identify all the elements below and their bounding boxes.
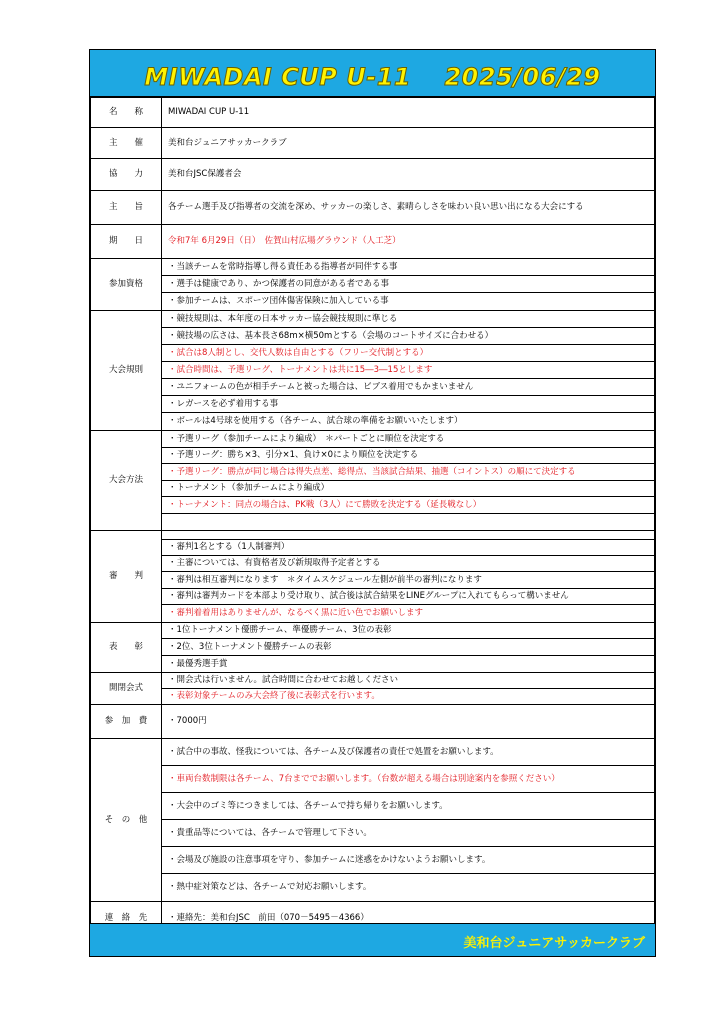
list-item: ・表彰対象チームのみ大会終了後に表彰式を行います。: [168, 691, 380, 701]
host-value: 美和台ジュニアサッカークラブ: [162, 128, 655, 159]
list-item: ・予選リーグ：勝ち×3、引分×1、負け×0により順位を決定する: [162, 448, 654, 465]
event-name: MIWADAI CUP U-11: [162, 98, 655, 128]
support-value: 美和台JSC保護者会: [162, 159, 655, 191]
table-row: [91, 431, 655, 531]
purpose-value: 各チーム選手及び指導者の交流を深め、サッカーの楽しさ、素晴らしさを味わい良い思い出になる大会にする: [162, 191, 655, 225]
other-cell: [162, 739, 655, 902]
table-row: [91, 128, 655, 159]
list-item: ・審判は審判カードを本部より受け取り、試合後は試合結果をLINEグループに入れてもらって構いません: [162, 589, 654, 606]
info-table: [90, 97, 655, 935]
table-row: [91, 98, 655, 128]
row-label-contact: 連 絡 先: [91, 902, 162, 935]
list-item: ・競技場の広さは、基本長さ68m×横50mとする（会場のコートサイズに合わせる）: [162, 328, 654, 345]
list-item: ・試合は8人制とし、交代人数は自由とする（フリー交代制とする）: [162, 345, 654, 362]
table-row: [91, 159, 655, 191]
list-item: ・熱中症対策などは、各チームで対応お願いします。: [168, 882, 372, 893]
table-row: [91, 673, 655, 705]
list-item: ・トーナメント（参加チームにより編成）: [162, 481, 654, 498]
tournament-info-sheet: [89, 49, 656, 957]
title-banner: [90, 50, 655, 97]
format-cell: [162, 431, 655, 531]
list-item: ・主審については、有資格者及び新規取得予定者とする: [162, 556, 654, 573]
date-value: 令和7年 6月29日（日） 佐賀山村広場グラウンド（人工芝）: [162, 225, 655, 259]
table-row: [91, 531, 655, 623]
list-item: ・試合時間は、予選リーグ、トーナメントは共に15―3―15とします: [162, 362, 654, 379]
row-label-eligibility: 参加資格: [91, 259, 162, 311]
row-label-name: 名 称: [91, 98, 162, 128]
table-row: [91, 705, 655, 739]
list-item: ・予選リーグ：勝点が同じ場合は得失点差、総得点、当該試合結果、抽選（コイントス）の順にて決定する: [162, 464, 654, 481]
row-label-date: 期 日: [91, 225, 162, 259]
list-item: ・審判着着用はありませんが、なるべく黒に近い色でお願いします: [168, 608, 424, 618]
eligibility-cell: [162, 259, 655, 311]
row-label-support: 協 力: [91, 159, 162, 191]
list-item: ・1位トーナメント優勝チーム、準優勝チーム、3位の表彰: [162, 623, 654, 640]
regulations-cell: [162, 311, 655, 431]
list-item: ・会場及び施設の注意事項を守り、参加チームに迷惑をかけないようお願いします。: [162, 847, 654, 874]
referee-cell: [162, 531, 655, 623]
page-title: MIWADAI CUP U-11 2025/06/29: [144, 63, 601, 91]
list-item: ・審判1名とする（1人制審判）: [162, 539, 654, 556]
list-item: ・予選リーグ（参加チームにより編成） ＊パートごとに順位を決定する: [162, 431, 654, 448]
list-item: ・車両台数制限は各チーム、7台まででお願いします。（台数が超える場合は別途案内を参照ください）: [162, 766, 654, 793]
row-label-regulations: 大会規則: [91, 311, 162, 431]
row-label-referee: 審 判: [91, 531, 162, 623]
table-row: [91, 739, 655, 902]
list-item: ・競技規則は、本年度の日本サッカー協会競技規則に準じる: [162, 311, 654, 328]
list-item: [162, 514, 654, 531]
list-item: ・ボールは4号球を使用する（各チーム、試合球の準備をお願いいたします）: [168, 416, 463, 427]
list-item: ・当該チームを常時指導し得る責任ある指導者が同伴する事: [162, 259, 654, 276]
fee-value: ・7000円: [162, 705, 655, 739]
row-label-fee: 参 加 費: [91, 705, 162, 739]
row-label-purpose: 主 旨: [91, 191, 162, 225]
list-item: ・貴重品等については、各チームで管理して下さい。: [162, 820, 654, 847]
list-item: ・試合中の事故、怪我については、各チーム及び保護者の責任で処置をお願いします。: [162, 739, 654, 766]
row-label-ceremony: 開閉会式: [91, 673, 162, 705]
row-label-other: そ の 他: [91, 739, 162, 902]
list-item: ・トーナメント：同点の場合は、PK戦（3人）にて勝敗を決定する（延長戦なし）: [162, 497, 654, 514]
ceremony-cell: [162, 673, 655, 705]
list-item: ・ユニフォームの色が相手チームと被った場合は、ビブス着用でもかまいません: [162, 379, 654, 396]
table-row: [91, 622, 655, 673]
list-item: ・2位、3位トーナメント優勝チームの表彰: [162, 639, 654, 656]
row-label-awards: 表 彰: [91, 622, 162, 673]
table-row: [91, 191, 655, 225]
list-item: ・審判は相互審判になります ＊タイムスケジュール左側が前半の審判になります: [162, 572, 654, 589]
list-item: ・最優秀選手賞: [168, 658, 228, 669]
table-row: [91, 259, 655, 311]
row-label-format: 大会方法: [91, 431, 162, 531]
club-name: 美和台ジュニアサッカークラブ: [463, 936, 645, 951]
list-item: ・開会式は行いません。試合時間に合わせてお越しください: [162, 673, 654, 689]
table-row: [91, 311, 655, 431]
list-item: ・大会中のゴミ等につきましては、各チームで持ち帰りをお願いします。: [162, 793, 654, 820]
row-label-host: 主 催: [91, 128, 162, 159]
footer-banner: [90, 923, 655, 956]
list-item: ・選手は健康であり、かつ保護者の同意がある者である事: [162, 276, 654, 293]
table-row: [91, 225, 655, 259]
awards-cell: [162, 622, 655, 673]
contact-value: ・連絡先：美和台JSC 前田（070－5495－4366）: [162, 902, 655, 935]
list-item: ・レガースを必ず着用する事: [162, 396, 654, 413]
list-item: ・参加チームは、スポーツ団体傷害保険に加入している事: [168, 296, 389, 307]
